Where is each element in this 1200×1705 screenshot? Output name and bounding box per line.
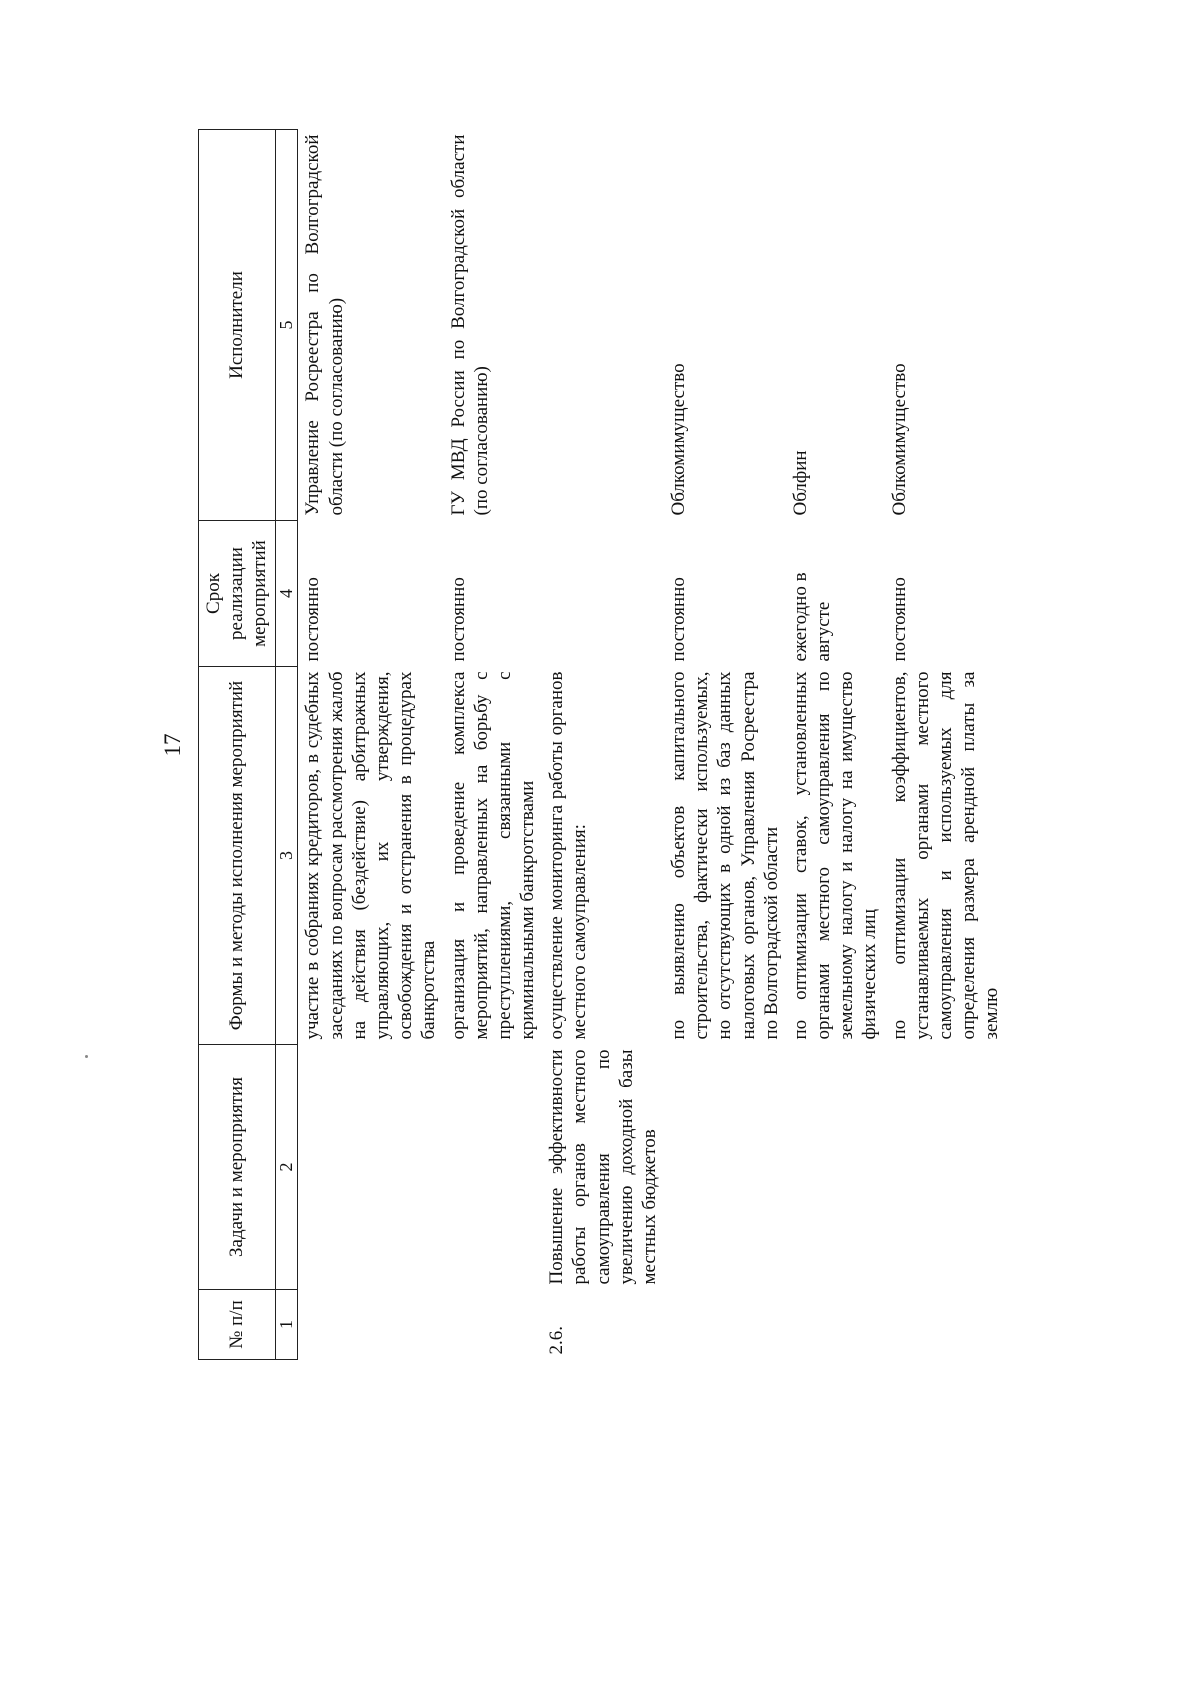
header-task: Задачи и мероприятия — [199, 1045, 276, 1290]
row-forms: по оптимизации коэффициентов, устанавливаемых органами местного самоуправления и используемых для определения размера арендной платы за землю — [888, 671, 1003, 1040]
table-row — [664, 130, 786, 1360]
row-num — [444, 1290, 543, 1360]
row-forms: осуществление мониторинга работы органов местного самоуправления: — [546, 671, 591, 1040]
row-num — [664, 1290, 786, 1360]
table-row — [885, 130, 1007, 1360]
row-executors: ГУ МВД России по Волгоградской области (по согласованию) — [447, 134, 492, 516]
table-header-row — [199, 130, 276, 1360]
row-deadline — [542, 521, 664, 667]
row-forms: участие в собраниях кредиторов, в судебных заседаниях по вопросам рассмотрения жалоб на действия (бездействие) арбитражных управляющих, их утверждения, освобождения и отстранения в процедурах банкротства — [302, 671, 440, 1040]
row-task — [885, 1045, 1007, 1290]
scan-speck — [85, 1055, 88, 1058]
row-deadline: постоянно — [302, 577, 324, 662]
table-row — [444, 130, 543, 1360]
row-executors: Облкомимущество — [668, 363, 690, 516]
row-forms: организация и проведение комплекса мероприятий, направленных на борьбу с преступлениями, связанными с криминальными банкротствами — [447, 671, 539, 1040]
page-number: 17 — [160, 733, 185, 757]
row-executors: Управление Росреестра по Волгоградской области (по согласованию) — [302, 134, 347, 516]
row-deadline: постоянно — [888, 577, 910, 662]
row-forms: по выявлению объектов капитального строительства, фактически используемых, но отсутствующих в одной из баз данных налоговых органов, Управления Росреестра по Волгоградской области — [668, 671, 782, 1040]
measures-table — [198, 129, 1006, 1360]
row-task — [786, 1045, 885, 1290]
column-number: 5 — [275, 130, 298, 521]
row-deadline: ежегодно в августе — [789, 572, 835, 662]
header-deadline: Срок реализации мероприятий — [199, 521, 276, 667]
row-num: 2.6. — [546, 1326, 568, 1355]
column-number: 1 — [275, 1290, 298, 1360]
row-task — [298, 1045, 444, 1290]
table-row — [298, 130, 444, 1360]
row-deadline: постоянно — [447, 577, 469, 662]
row-forms: по оптимизации ставок, установленных органами местного самоуправления по земельному налогу и налогу на имущество физических лиц — [789, 671, 881, 1040]
rotated-page — [160, 130, 1200, 1360]
row-executors: Облкомимущество — [888, 363, 910, 516]
row-task — [664, 1045, 786, 1290]
column-number: 3 — [275, 667, 298, 1045]
column-number: 4 — [275, 521, 298, 667]
row-task: Повышение эффективности работы органов местного самоуправления по увеличению доходной базы местных бюджетов — [546, 1049, 660, 1285]
row-num — [786, 1290, 885, 1360]
row-deadline: постоянно — [668, 577, 690, 662]
column-number-row — [275, 130, 298, 1360]
table-row — [786, 130, 885, 1360]
row-num — [298, 1290, 444, 1360]
row-num — [885, 1290, 1007, 1360]
header-num: № п/п — [199, 1290, 276, 1360]
column-number: 2 — [275, 1045, 298, 1290]
row-executors: Облфин — [789, 450, 811, 516]
row-task — [444, 1045, 543, 1290]
header-executors: Исполнители — [199, 130, 276, 521]
row-executors — [542, 130, 664, 521]
header-forms: Формы и методы исполнения мероприятий — [199, 667, 276, 1045]
table-row — [542, 130, 664, 1360]
